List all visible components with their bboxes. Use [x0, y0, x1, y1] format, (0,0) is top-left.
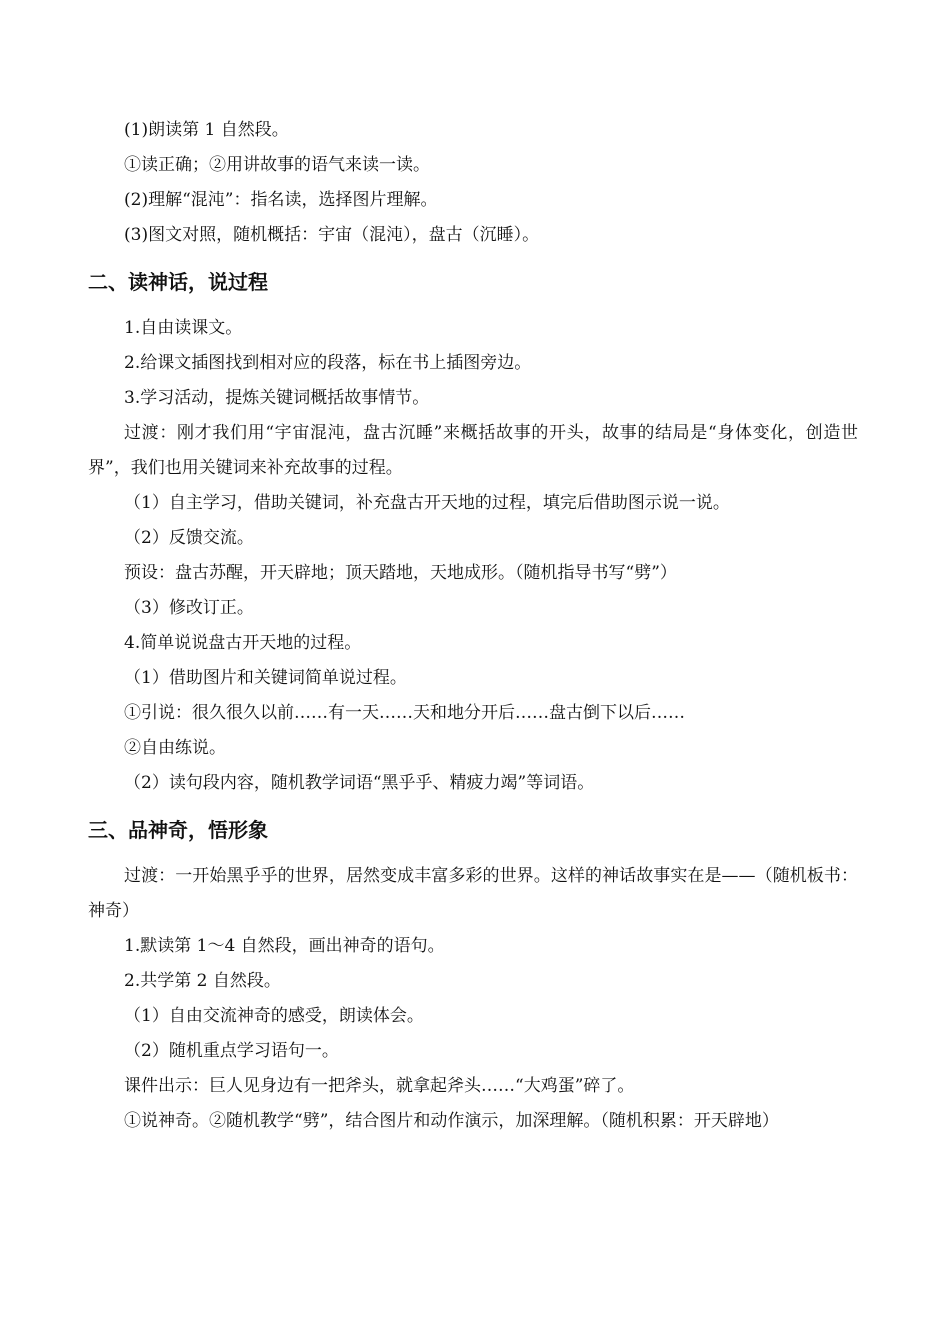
paragraph: 2.共学第 2 自然段。 [124, 971, 281, 991]
paragraph: 过渡：刚才我们用“宇宙混沌，盘古沉睡”来概括故事的开头，故事的结局是“身体变化，创造世界”，我们也用关键词来补充故事的过程。 [88, 423, 858, 478]
paragraph: 3.学习活动，提炼关键词概括故事情节。 [124, 388, 430, 408]
section-heading-2: 二、读神话，说过程 [88, 270, 268, 294]
paragraph: （2）反馈交流。 [124, 528, 254, 548]
document-body [88, 113, 858, 1139]
section-heading-3: 三、品神奇，悟形象 [88, 818, 268, 842]
paragraph: 课件出示：巨人见身边有一把斧头，就拿起斧头……“大鸡蛋”碎了。 [124, 1076, 635, 1096]
paragraph: (2)理解“混沌”：指名读，选择图片理解。 [124, 190, 438, 210]
paragraph: ①说神奇。②随机教学“劈”，结合图片和动作演示，加深理解。（随机积累：开天辟地） [124, 1111, 779, 1131]
paragraph: (3)图文对照，随机概括：宇宙（混沌），盘古（沉睡）。 [124, 225, 540, 245]
paragraph: ①引说：很久很久以前……有一天……天和地分开后……盘古倒下以后…… [124, 703, 685, 723]
paragraph: （1）自由交流神奇的感受，朗读体会。 [124, 1006, 424, 1026]
paragraph: 过渡：一开始黑乎乎的世界，居然变成丰富多彩的世界。这样的神话故事实在是——（随机板书：神奇） [88, 866, 858, 921]
paragraph: （1）自主学习，借助关键词，补充盘古开天地的过程，填完后借助图示说一说。 [124, 493, 730, 513]
paragraph: ②自由练说。 [124, 738, 226, 758]
paragraph: （2）随机重点学习语句一。 [124, 1041, 339, 1061]
paragraph: ①读正确；②用讲故事的语气来读一读。 [124, 155, 430, 175]
paragraph: 1.默读第 1～4 自然段，画出神奇的语句。 [124, 936, 445, 956]
paragraph: 2.给课文插图找到相对应的段落，标在书上插图旁边。 [124, 353, 532, 373]
paragraph: 预设：盘古苏醒，开天辟地；顶天踏地，天地成形。（随机指导书写“劈”） [124, 563, 677, 583]
paragraph: 4.简单说说盘古开天地的过程。 [124, 633, 362, 653]
paragraph: （3）修改订正。 [124, 598, 254, 618]
paragraph: (1)朗读第 1 自然段。 [124, 120, 289, 140]
paragraph: （1）借助图片和关键词简单说过程。 [124, 668, 407, 688]
paragraph: （2）读句段内容，随机教学词语“黑乎乎、精疲力竭”等词语。 [124, 773, 595, 793]
paragraph: 1.自由读课文。 [124, 318, 243, 338]
